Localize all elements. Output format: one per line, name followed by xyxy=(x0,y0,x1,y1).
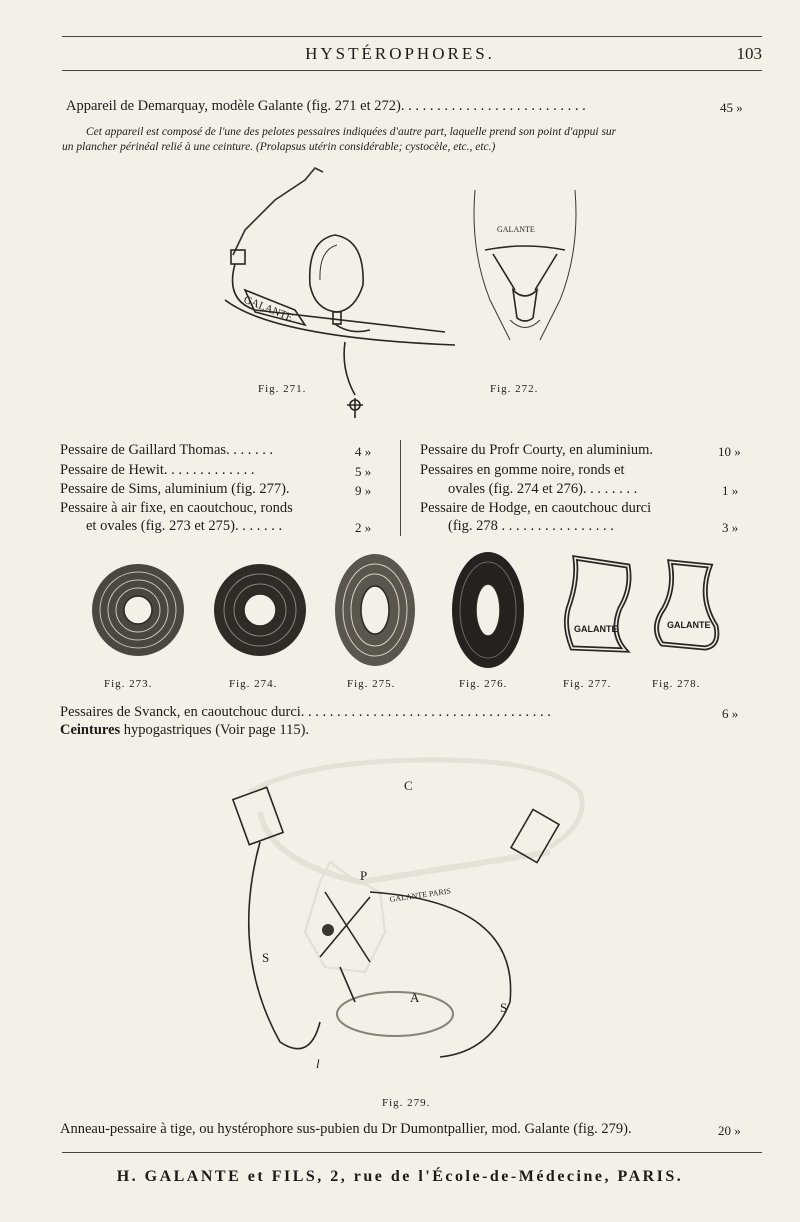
fig-278-caption: Fig. 278. xyxy=(652,678,701,690)
ceintures-rest: hypogastriques (Voir page 115). xyxy=(123,722,310,738)
fig-274-round-pessary xyxy=(214,564,306,656)
fig-279-caption: Fig. 279. xyxy=(382,1097,431,1109)
fig-273-round-pessary xyxy=(92,564,184,656)
demarquay-description-2: un plancher périnéal relié à une ceinture. (Prolapsus utérin considérable; cystocèle, etc., etc.) xyxy=(62,141,496,153)
price-right-1-value: 10 » xyxy=(718,444,741,459)
ceintures-bold: Ceintures xyxy=(60,722,121,738)
fig-279-label-c: C xyxy=(404,778,414,793)
ceintures-entry xyxy=(60,722,309,739)
anneau-price: 20 » xyxy=(718,1123,741,1138)
fig-271-caption: Fig. 271. xyxy=(258,383,307,395)
fig-273-caption: Fig. 273. xyxy=(104,678,153,690)
fig-278-hodge-pessary xyxy=(656,562,716,648)
fig-272-illustration xyxy=(455,190,595,340)
page-number: 103 xyxy=(736,44,762,63)
page-title: HYSTÉROPHORES. xyxy=(305,44,495,63)
fig-271-illustration xyxy=(215,160,455,420)
price-right-3-value: 1 » xyxy=(722,483,739,498)
footer-top-rule xyxy=(62,1152,762,1153)
price-right-2-label: Pessaires en gomme noire, ronds et xyxy=(420,462,625,478)
price-left-5-value: 2 » xyxy=(355,520,372,535)
price-left-3-label: Pessaire de Sims, aluminium (fig. 277). xyxy=(60,481,290,497)
header-top-rule xyxy=(62,36,762,37)
pessary-figures-row xyxy=(80,548,730,678)
fig-272-engraving: GALANTE xyxy=(497,225,535,234)
anneau-entry: Anneau-pessaire à tige, ou hystérophore sus-pubien du Dr Dumontpallier, mod. Galante (fig. 279). xyxy=(60,1121,632,1137)
fig-275-oval-pessary xyxy=(335,554,415,666)
fig-279-label-s-right: S xyxy=(500,1000,509,1015)
fig-279-label-l: l xyxy=(316,1056,321,1071)
price-right-4-label: Pessaire de Hodge, en caoutchouc durci xyxy=(420,500,652,516)
price-left-3-value: 9 » xyxy=(355,483,372,498)
price-right-3-label: ovales (fig. 274 et 276). . . . . . . . xyxy=(448,481,638,497)
fig-275-caption: Fig. 275. xyxy=(347,678,396,690)
fig-276-caption: Fig. 276. xyxy=(459,678,508,690)
fig-277-caption: Fig. 277. xyxy=(563,678,612,690)
svanck-price: 6 » xyxy=(722,706,739,721)
fig-279-illustration xyxy=(220,752,600,1092)
fig-274-caption: Fig. 274. xyxy=(229,678,278,690)
price-left-1-label: Pessaire de Gaillard Thomas. . . . . . . xyxy=(60,442,274,458)
demarquay-price: 45 » xyxy=(720,100,743,115)
fig-271-engraving: GALANTE xyxy=(241,293,295,325)
price-right-1-label: Pessaire du Profr Courty, en aluminium. xyxy=(420,442,654,458)
fig-279-label-s-left: S xyxy=(262,950,271,965)
fig-277-label: GALANTE xyxy=(574,624,618,634)
price-left-1-value: 4 » xyxy=(355,444,372,459)
footer-address: H. GALANTE et FILS, 2, rue de l'École-de-Médecine, PARIS. xyxy=(116,1168,684,1185)
fig-278-label: GALANTE xyxy=(667,620,711,630)
demarquay-description-1: Cet appareil est composé de l'une des pelotes pessaires indiquées d'autre part, laquelle prend son point d'appui sur xyxy=(86,126,617,138)
fig-276-oval-pessary xyxy=(452,552,524,668)
demarquay-entry: Appareil de Demarquay, modèle Galante (fig. 271 et 272). . . . . . . . . . . . . . . . . . . . . . . . . . xyxy=(66,98,586,114)
fig-279-label-a: A xyxy=(410,990,421,1005)
price-right-5-label: (fig. 278 . . . . . . . . . . . . . . . . xyxy=(448,518,614,534)
price-left-4-label: Pessaire à air fixe, en caoutchouc, ronds xyxy=(60,500,293,516)
fig-279-label-p: P xyxy=(360,868,369,883)
column-divider xyxy=(400,440,401,536)
fig-279-belt-engraving: GALANTE PARIS xyxy=(389,886,452,904)
fig-272-caption: Fig. 272. xyxy=(490,383,539,395)
price-left-5-label: et ovales (fig. 273 et 275). . . . . . . xyxy=(86,518,283,534)
header-bottom-rule xyxy=(62,70,762,71)
price-right-5-value: 3 » xyxy=(722,520,739,535)
price-left-2-value: 5 » xyxy=(355,464,372,479)
svanck-entry: Pessaires de Svanck, en caoutchouc durci. . . . . . . . . . . . . . . . . . . . . . . . . . . . . . . . . . . xyxy=(60,704,551,720)
price-left-2-label: Pessaire de Hewit. . . . . . . . . . . . . xyxy=(60,462,255,478)
fig-277-sims-pessary xyxy=(566,558,629,650)
